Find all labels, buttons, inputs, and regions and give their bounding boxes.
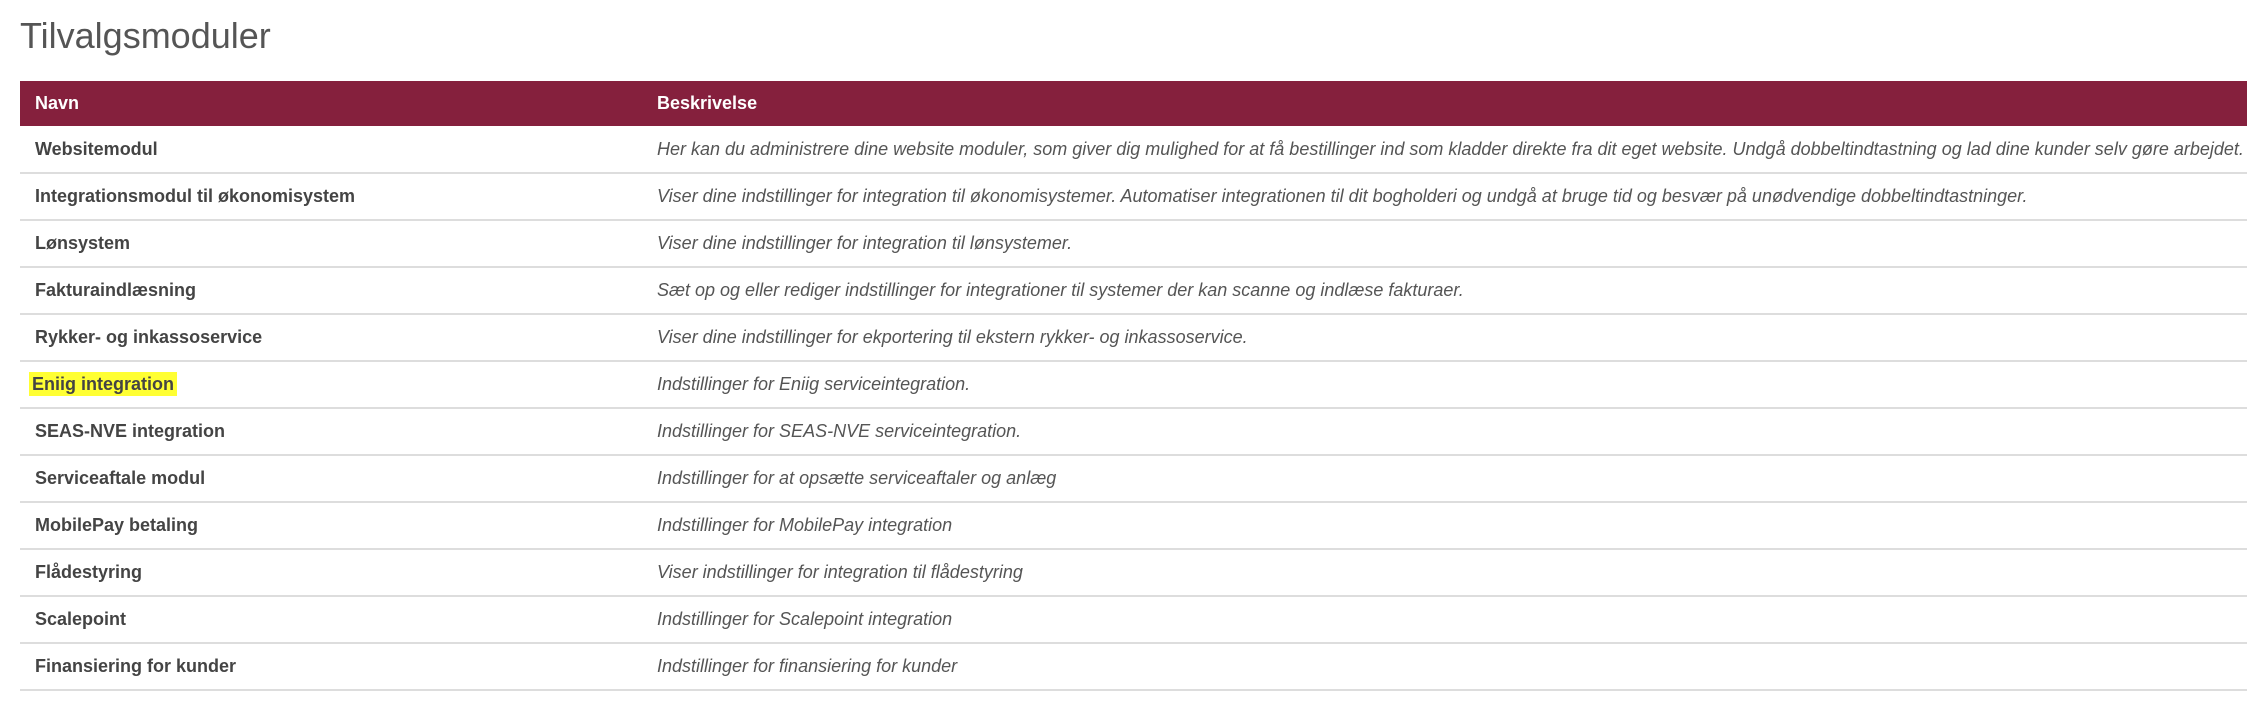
- module-name-cell[interactable]: [20, 596, 642, 643]
- module-description-cell: Viser indstillinger for integration til flådestyring: [657, 562, 1023, 582]
- table-row[interactable]: [20, 173, 2247, 220]
- module-description-cell: Her kan du administrere dine website moduler, som giver dig mulighed for at få bestillinger ind som kladder direkte fra dit eget website. Undgå dobbeltindtastning og lad dine kunder selv gøre arbejdet.: [657, 138, 2244, 159]
- modules-table: [20, 81, 2247, 691]
- table-row[interactable]: [20, 408, 2247, 455]
- module-name-link[interactable]: Eniig integration: [29, 372, 177, 396]
- module-description-cell: Indstillinger for Scalepoint integration: [657, 609, 953, 629]
- module-description-cell: Indstillinger for MobilePay integration: [657, 515, 953, 535]
- table-row[interactable]: [20, 643, 2247, 690]
- module-name-cell[interactable]: [20, 549, 642, 596]
- module-name-link[interactable]: Fakturaindlæsning: [35, 280, 197, 300]
- table-row[interactable]: [20, 220, 2247, 267]
- table-row[interactable]: [20, 549, 2247, 596]
- module-description-cell: Indstillinger for at opsætte serviceaftaler og anlæg: [657, 468, 1057, 488]
- module-name-cell[interactable]: [20, 361, 642, 408]
- table-row[interactable]: [20, 455, 2247, 502]
- table-header-row: [20, 81, 2247, 126]
- module-name-cell[interactable]: [20, 408, 642, 455]
- table-row[interactable]: [20, 361, 2247, 408]
- module-name-link[interactable]: Finansiering for kunder: [35, 656, 237, 676]
- table-row[interactable]: [20, 267, 2247, 314]
- module-name-link[interactable]: Websitemodul: [35, 138, 158, 159]
- module-name-cell[interactable]: [20, 173, 642, 220]
- table-row[interactable]: [20, 596, 2247, 643]
- module-name-link[interactable]: Serviceaftale modul: [35, 468, 206, 488]
- module-name-link[interactable]: Lønsystem: [35, 233, 131, 253]
- module-description-cell: Sæt op og eller rediger indstillinger for integrationer til systemer der kan scanne og indlæse fakturaer.: [657, 280, 1464, 300]
- module-name-link[interactable]: Rykker- og inkassoservice: [35, 327, 263, 347]
- module-name-link[interactable]: Scalepoint: [35, 609, 127, 629]
- table-header: [20, 81, 2247, 126]
- module-name-cell[interactable]: [20, 502, 642, 549]
- module-name-link[interactable]: Flådestyring: [35, 562, 143, 582]
- table-row[interactable]: [20, 502, 2247, 549]
- module-name-cell[interactable]: [20, 455, 642, 502]
- module-description-cell: Viser dine indstillinger for integration til lønsystemer.: [657, 233, 1073, 253]
- module-description-cell: Indstillinger for SEAS-NVE serviceintegration.: [657, 421, 1022, 441]
- module-name-cell[interactable]: [20, 220, 642, 267]
- column-header-description[interactable]: Beskrivelse: [657, 93, 758, 113]
- module-name-cell[interactable]: [20, 126, 642, 173]
- column-header-name[interactable]: Navn: [35, 93, 80, 113]
- table-body: [20, 126, 2247, 690]
- module-name-link[interactable]: MobilePay betaling: [35, 515, 199, 535]
- module-name-cell[interactable]: [20, 643, 642, 690]
- module-name-cell[interactable]: [20, 314, 642, 361]
- module-name-link[interactable]: SEAS-NVE integration: [35, 421, 226, 441]
- module-name-link[interactable]: Integrationsmodul til økonomisystem: [35, 186, 356, 206]
- module-description-cell: Viser dine indstillinger for ekportering til ekstern rykker- og inkassoservice.: [657, 327, 1248, 347]
- page-title: Tilvalgsmoduler: [20, 15, 271, 56]
- module-description-cell: Viser dine indstillinger for integration til økonomisystemer. Automatiser integrationen til dit bogholderi og undgå at bruge tid og besvær på unødvendige dobbeltindtastninger.: [657, 186, 2028, 206]
- table-row[interactable]: [20, 314, 2247, 361]
- table-row[interactable]: [20, 126, 2247, 173]
- module-name-cell[interactable]: [20, 267, 642, 314]
- module-description-cell: Indstillinger for finansiering for kunder: [657, 656, 958, 676]
- module-description-cell: Indstillinger for Eniig serviceintegration.: [657, 374, 971, 394]
